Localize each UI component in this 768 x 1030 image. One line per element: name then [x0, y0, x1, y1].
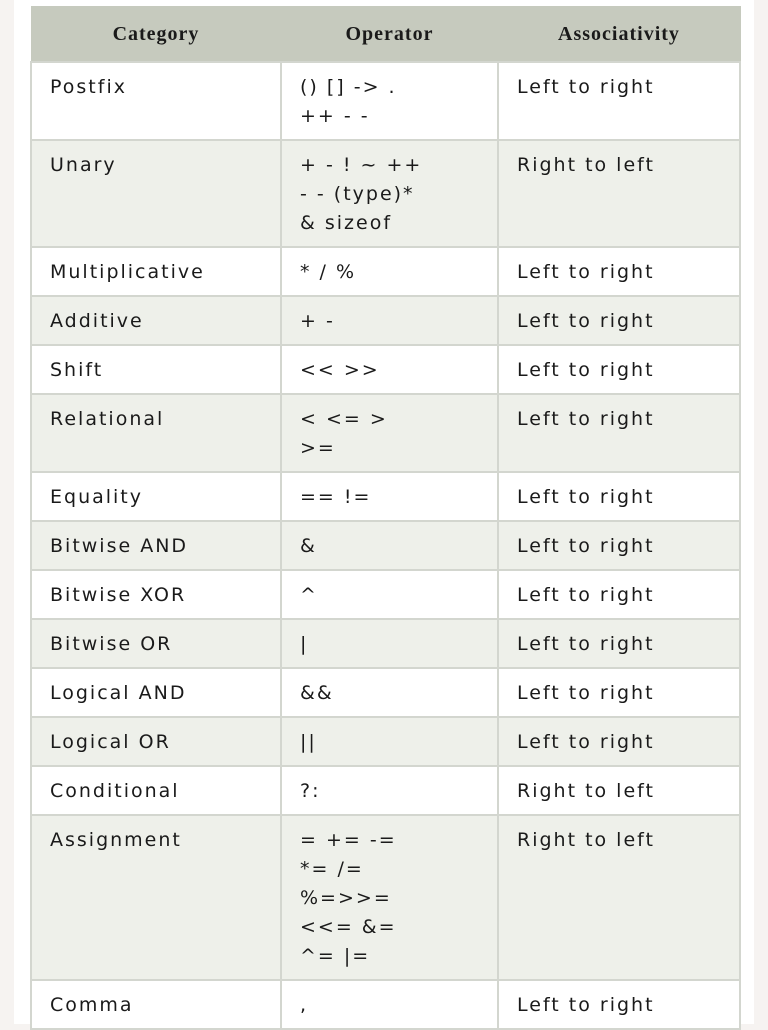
operator-cell: () [] -> . ++ - - [281, 62, 498, 140]
header-associativity: Associativity [498, 7, 740, 63]
associativity-cell: Left to right [498, 717, 740, 766]
associativity-cell: Left to right [498, 472, 740, 521]
operator-precedence-table [30, 6, 741, 1030]
table-body [31, 62, 740, 1029]
category-cell: Postfix [31, 62, 281, 140]
category-cell: Conditional [31, 766, 281, 815]
category-cell: Unary [31, 140, 281, 247]
table-row [31, 766, 740, 815]
associativity-cell: Left to right [498, 394, 740, 472]
associativity-cell: Right to left [498, 766, 740, 815]
table-row [31, 619, 740, 668]
category-cell: Logical OR [31, 717, 281, 766]
operator-cell: ?: [281, 766, 498, 815]
table-row [31, 140, 740, 247]
associativity-cell: Left to right [498, 247, 740, 296]
category-cell: Comma [31, 980, 281, 1029]
associativity-cell: Left to right [498, 668, 740, 717]
associativity-cell: Left to right [498, 62, 740, 140]
table-header [31, 7, 740, 63]
table-row [31, 815, 740, 980]
associativity-cell: Left to right [498, 619, 740, 668]
associativity-cell: Left to right [498, 980, 740, 1029]
associativity-cell: Right to left [498, 815, 740, 980]
operator-cell: | [281, 619, 498, 668]
category-cell: Additive [31, 296, 281, 345]
category-cell: Equality [31, 472, 281, 521]
associativity-cell: Left to right [498, 296, 740, 345]
operator-cell: < <= > >= [281, 394, 498, 472]
category-cell: Logical AND [31, 668, 281, 717]
table-row [31, 345, 740, 394]
operator-cell: + - ! ~ ++ - - (type)* & sizeof [281, 140, 498, 247]
associativity-cell: Left to right [498, 570, 740, 619]
category-cell: Bitwise AND [31, 521, 281, 570]
table-row [31, 717, 740, 766]
table-row [31, 472, 740, 521]
operator-cell: == != [281, 472, 498, 521]
associativity-cell: Left to right [498, 345, 740, 394]
operator-cell: * / % [281, 247, 498, 296]
associativity-cell: Left to right [498, 521, 740, 570]
category-cell: Multiplicative [31, 247, 281, 296]
header-row [31, 7, 740, 63]
table-row [31, 980, 740, 1029]
table-row [31, 668, 740, 717]
operator-cell: & [281, 521, 498, 570]
category-cell: Relational [31, 394, 281, 472]
header-category: Category [31, 7, 281, 63]
table-row [31, 521, 740, 570]
table-row [31, 570, 740, 619]
category-cell: Bitwise OR [31, 619, 281, 668]
category-cell: Assignment [31, 815, 281, 980]
operator-cell: || [281, 717, 498, 766]
table-row [31, 394, 740, 472]
associativity-cell: Right to left [498, 140, 740, 247]
operator-cell: = += -= *= /= %=>>= <<= &= ^= |= [281, 815, 498, 980]
operator-cell: << >> [281, 345, 498, 394]
operator-cell: + - [281, 296, 498, 345]
operator-cell: , [281, 980, 498, 1029]
table-row [31, 247, 740, 296]
table-row [31, 62, 740, 140]
operator-cell: ^ [281, 570, 498, 619]
category-cell: Shift [31, 345, 281, 394]
operator-cell: && [281, 668, 498, 717]
header-operator: Operator [281, 7, 498, 63]
category-cell: Bitwise XOR [31, 570, 281, 619]
table-row [31, 296, 740, 345]
